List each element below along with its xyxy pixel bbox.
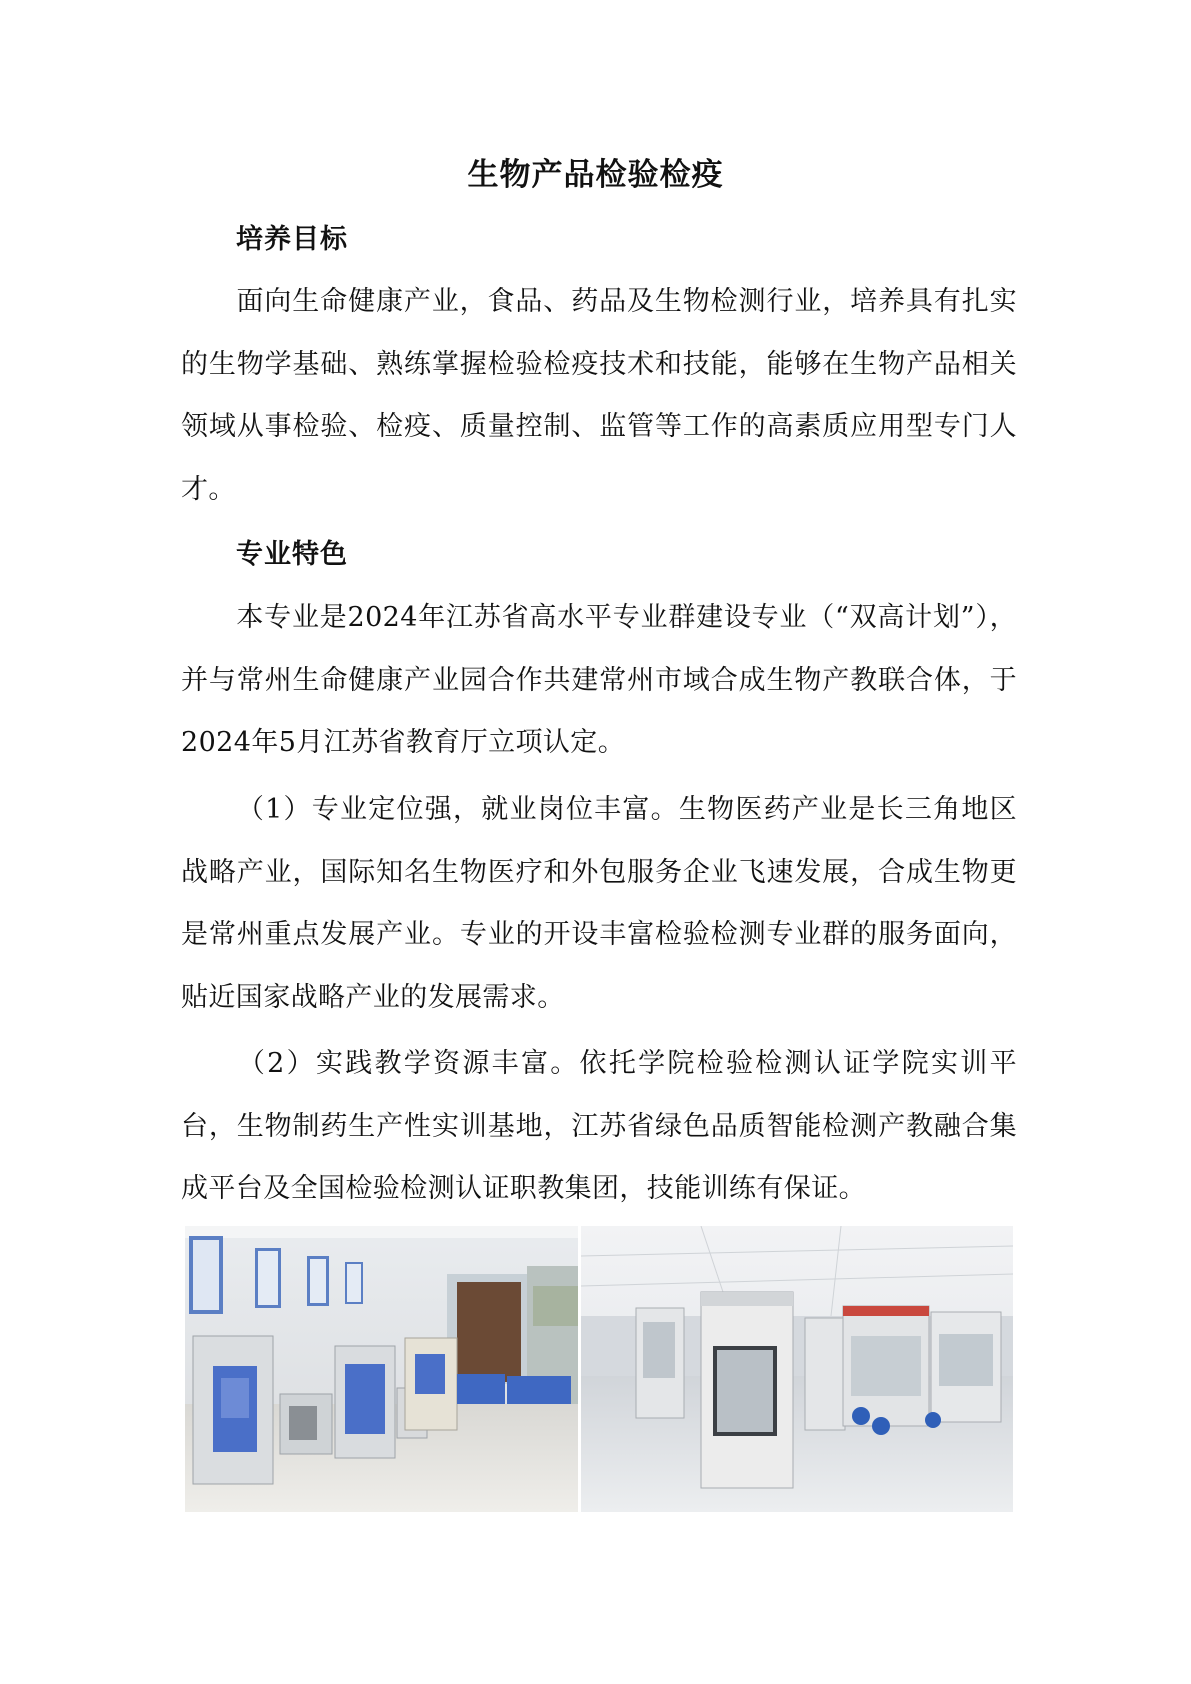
lab-biosafety-cabinets-photo bbox=[581, 1226, 1013, 1512]
paragraph-text: 面向生命健康产业，食品、药品及生物检测行业，培养具有扎实的生物学基础、熟练掌握检验检疫技术和技能，能够在生物产品相关领域从事检验、检疫、质量控制、监管等工作的高素质应用型专门人才。 bbox=[181, 286, 1017, 505]
paragraph-text: （1）专业定位强，就业岗位丰富。生物医药产业是长三角地区战略产业，国际知名生物医疗和外包服务企业飞速发展，合成生物更是常州重点发展产业。专业的开设丰富检验检测专业群的服务面向，贴近国家战略产业的发展需求。 bbox=[181, 794, 1017, 1013]
section-heading-features: 专业特色 bbox=[236, 539, 348, 570]
paragraph-training-goal bbox=[181, 271, 1017, 521]
document-title: 生物产品检验检疫 bbox=[467, 157, 724, 193]
paragraph-text: 本专业是2024年江苏省高水平专业群建设专业（“双高计划”），并与常州生命健康产业园合作共建常州市域合成生物产教联合体，于2024年5月江苏省教育厅立项认定。 bbox=[181, 602, 1017, 758]
paragraph-feature-2 bbox=[181, 1033, 1017, 1221]
paragraph-features-intro bbox=[181, 587, 1017, 775]
paragraph-text: （2）实践教学资源丰富。依托学院检验检测认证学院实训平台，生物制药生产性实训基地，江苏省绿色品质智能检测产教融合集成平台及全国检验检测认证职教集团，技能训练有保证。 bbox=[181, 1048, 1017, 1204]
lab-incubators-photo bbox=[185, 1226, 578, 1512]
paragraph-feature-1 bbox=[181, 779, 1017, 1029]
section-heading-training-goal: 培养目标 bbox=[236, 224, 348, 255]
